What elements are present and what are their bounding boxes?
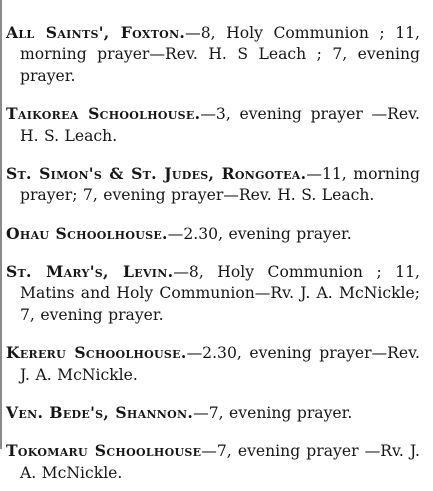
- list-item: [6, 103, 420, 147]
- place-name: Tokomaru Schoolhouse: [6, 441, 202, 461]
- place-name: Taikorea Schoolhouse.: [6, 103, 201, 123]
- column-rule: [0, 0, 2, 449]
- list-item: [6, 261, 420, 327]
- place-name: Kereru Schoolhouse.: [6, 343, 187, 363]
- place-name: Ven. Bede's, Shannon.: [6, 402, 194, 422]
- service-details: —8, Holy Communion ; 11, Matins and Holy Communion—Rv. J. A. McNickle; 7, evening prayer.: [20, 262, 420, 324]
- service-details: —2.30, evening prayer.: [167, 224, 352, 243]
- list-item: [6, 440, 420, 484]
- list-item: [6, 22, 420, 88]
- place-name: Ohau Schoolhouse.: [6, 223, 168, 243]
- list-item: [6, 223, 420, 246]
- place-name: All Saints', Foxton.: [6, 22, 186, 42]
- church-services-column: [6, 6, 420, 491]
- service-details: —2.30, evening prayer—Rev. J. A. McNickle.: [20, 344, 420, 384]
- service-details: —7, evening prayer.: [193, 403, 353, 422]
- service-details: —11, morning prayer; 7, evening prayer—Rev. H. S. Leach.: [20, 164, 420, 205]
- list-item: [6, 163, 420, 207]
- place-name: St. Simon's & St. Judes, Rongotea.: [6, 163, 307, 183]
- place-name: St. Mary's, Levin.: [6, 261, 174, 281]
- service-details: —8, Holy Communion ; 11, morning prayer—Rev. H. S Leach ; 7, evening prayer.: [20, 23, 420, 85]
- list-item: [6, 342, 420, 386]
- service-details: —7, evening prayer —Rv. J. A. McNickle.: [20, 442, 420, 482]
- list-item: [6, 402, 420, 425]
- service-details: —3, evening prayer —Rev. H. S. Leach.: [20, 104, 420, 145]
